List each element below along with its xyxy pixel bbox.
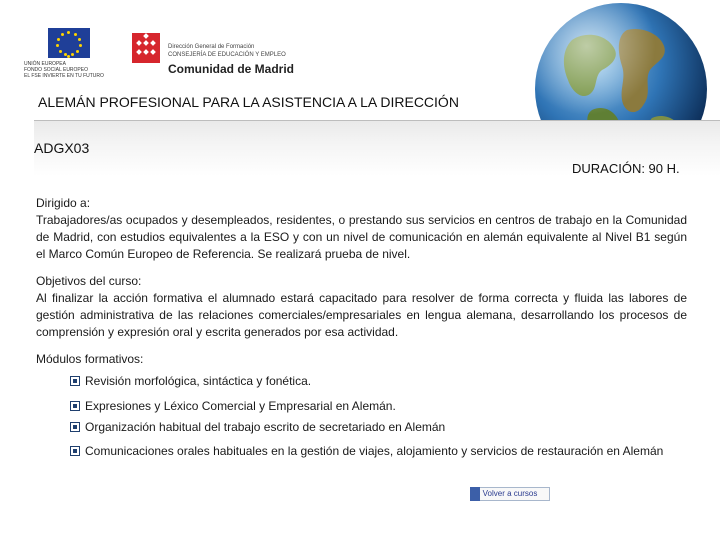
objectives-heading: Objetivos del curso: bbox=[36, 274, 142, 288]
list-item bbox=[70, 398, 687, 415]
eu-logo-line: UNIÓN EUROPEA bbox=[24, 61, 66, 67]
course-code: ADGX03 bbox=[34, 140, 90, 156]
module-label: Revisión morfológica, sintáctica y fonética. bbox=[85, 374, 312, 388]
eu-logo-line: FONDO SOCIAL EUROPEO bbox=[24, 67, 88, 73]
checkbox-bullet-icon bbox=[70, 446, 80, 456]
cm-logo-line1: Dirección General de Formación bbox=[168, 44, 255, 50]
checkbox-bullet-icon bbox=[70, 401, 80, 411]
list-item bbox=[70, 373, 687, 390]
audience-text: Trabajadores/as ocupados y desempleados, residentes, o prestando sus servicios en centros de trabajo en la Comunidad de Madrid, con estudios equivalentes a la ESO y con un nivel de comunicación en alemán equivalente al Nivel B1 según el Marco Común Europeo de Referencia. Se realizará prueba de nivel. bbox=[36, 213, 687, 261]
eu-flag-icon bbox=[48, 28, 90, 58]
eu-logo-line: EL FSE INVIERTE EN TU FUTURO bbox=[24, 73, 104, 79]
madrid-flag-icon bbox=[132, 33, 160, 63]
module-label: Expresiones y Léxico Comercial y Empresarial en Alemán. bbox=[85, 399, 396, 413]
list-item bbox=[70, 443, 687, 460]
audience-section bbox=[36, 195, 687, 263]
eu-logo bbox=[24, 28, 120, 82]
objectives-text: Al finalizar la acción formativa el alumnado estará capacitado para resolver de forma correcta y fluida las labores de gestión administrativa de las relaciones comerciales/empresariales en lengua alemana, desarrollando los procesos de comprensión y expresión oral y escrita generados por esa actividad. bbox=[36, 291, 687, 339]
list-item bbox=[70, 419, 687, 436]
checkbox-bullet-icon bbox=[70, 376, 80, 386]
divider bbox=[34, 120, 720, 121]
audience-heading: Dirigido a: bbox=[36, 196, 91, 210]
modules-section bbox=[36, 351, 687, 368]
cm-logo-line2: CONSEJERÍA DE EDUCACIÓN Y EMPLEO bbox=[168, 52, 286, 58]
objectives-section bbox=[36, 273, 687, 341]
module-label: Organización habitual del trabajo escrito de secretariado en Alemán bbox=[85, 420, 446, 434]
modules-heading: Módulos formativos: bbox=[36, 352, 144, 366]
back-to-courses-button[interactable]: Volver a cursos bbox=[470, 487, 550, 501]
checkbox-bullet-icon bbox=[70, 422, 80, 432]
page-title: ALEMÁN PROFESIONAL PARA LA ASISTENCIA A LA DIRECCIÓN bbox=[38, 94, 459, 110]
cm-logo-name: Comunidad de Madrid bbox=[168, 62, 294, 76]
module-label: Comunicaciones orales habituales en la gestión de viajes, alojamiento y servicios de restauración en Alemán bbox=[85, 444, 664, 458]
comunidad-madrid-logo bbox=[132, 33, 312, 79]
course-duration: DURACIÓN: 90 H. bbox=[572, 161, 680, 176]
